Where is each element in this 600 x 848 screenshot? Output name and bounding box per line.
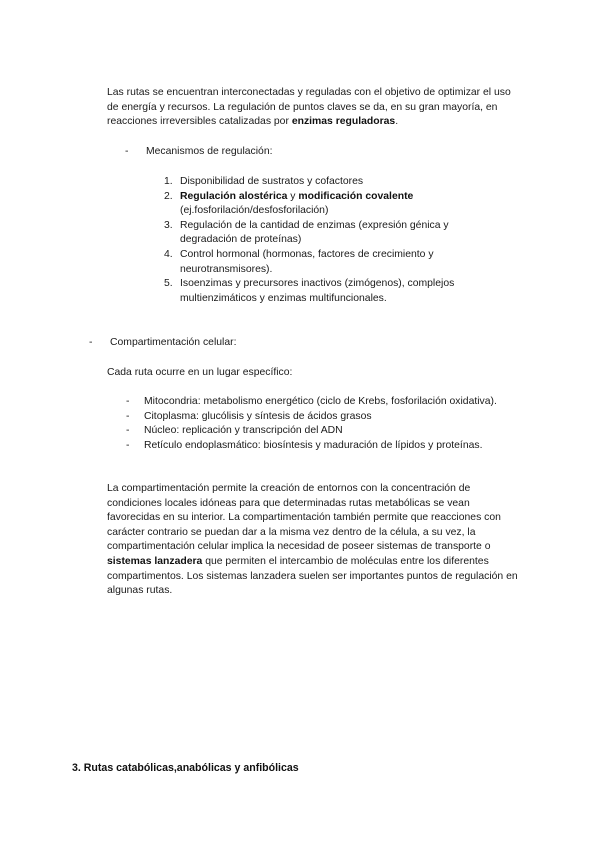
list-item [126, 439, 546, 454]
regulation-heading [125, 145, 505, 160]
compartment-subtext [107, 366, 507, 381]
list-item-text: Regulación de la cantidad de enzimas (expresión génica y degradación de proteínas) [180, 219, 449, 246]
list-item-text: Mitocondria: metabolismo energético (ciclo de Krebs, fosforilación oxidativa). [144, 396, 497, 407]
compartment-bullet: - [89, 337, 93, 348]
list-item-text: Citoplasma: glucólisis y síntesis de ácidos grasos [144, 410, 372, 422]
closing-paragraph [107, 482, 521, 599]
regulation-list [164, 175, 484, 306]
list-item-subtext: (ej.fosforilación/desfosforilación) [180, 205, 329, 217]
list-item [164, 175, 484, 190]
list-item [164, 190, 484, 219]
list-item-dash: - [126, 396, 130, 407]
list-item [164, 248, 484, 277]
connector-text: y [287, 190, 299, 202]
list-item-text: Control hormonal (hormonas, factores de crecimiento y neurotransmisores). [180, 248, 434, 275]
bold-term: modificación covalente [298, 190, 414, 202]
list-item [164, 277, 484, 306]
list-item-number: 1. [164, 176, 173, 187]
list-item-number: 4. [164, 248, 173, 260]
regulation-bullet: - [125, 146, 129, 157]
closing-text: La compartimentación permite la creación de entornos con la concentración de condiciones locales idóneas para que determinadas rutas metabólicas se vean favorecidas en su interior. La compartimentación también permite que reacciones con carácter contrario se puedan dar a la misma vez dentro de la célula, a su vez, la compartimentación celular implica la necesidad de poseer sistemas de transporte o [107, 483, 501, 553]
location-list [126, 395, 546, 453]
list-item-text: Isoenzimas y precursores inactivos (zimógenos), complejos multienzimáticos y enzimas multifuncionales. [180, 278, 455, 304]
list-item-text [180, 190, 484, 219]
list-item-dash: - [126, 439, 130, 451]
regulation-heading-text: Mecanismos de regulación: [146, 146, 273, 157]
section-heading [72, 761, 472, 776]
closing-bold-term: sistemas lanzadera [107, 555, 203, 567]
list-item [126, 395, 546, 410]
intro-text-end: . [395, 116, 399, 128]
section-heading-text: 3. Rutas catabólicas,anabólicas y anfibólicas [72, 762, 299, 774]
list-item [126, 424, 546, 439]
list-item [126, 410, 546, 425]
intro-text: Las rutas se encuentran interconectadas y reguladas con el objetivo de optimizar el uso de energía y recursos. La regulación de puntos claves se da, en su gran mayoría, en reacciones irreversibles catalizadas por [107, 87, 511, 128]
list-item [164, 219, 484, 248]
list-item-text: Retículo endoplasmático: biosíntesis y maduración de lípidos y proteínas. [144, 439, 483, 451]
compartment-heading [89, 336, 489, 351]
compartment-heading-text: Compartimentación celular: [110, 337, 237, 348]
closing-text-end: que permiten el intercambio de moléculas entre los diferentes compartimentos. Los sistemas lanzadera suelen ser importantes puntos de regulación en algunas rutas. [107, 555, 518, 597]
bold-term: Regulación alostérica [180, 190, 288, 202]
list-item-dash: - [126, 410, 130, 422]
compartment-subtext-text: Cada ruta ocurre en un lugar específico: [107, 367, 293, 378]
list-item-text: Disponibilidad de sustratos y cofactores [180, 176, 364, 187]
list-item-number: 5. [164, 278, 173, 290]
list-item-dash: - [126, 425, 130, 437]
intro-bold-term: enzimas reguladoras [291, 116, 396, 128]
intro-paragraph [107, 86, 519, 130]
list-item-number: 3. [164, 219, 173, 231]
list-item-text: Núcleo: replicación y transcripción del ADN [144, 425, 343, 437]
list-item-number: 2. [164, 190, 173, 202]
